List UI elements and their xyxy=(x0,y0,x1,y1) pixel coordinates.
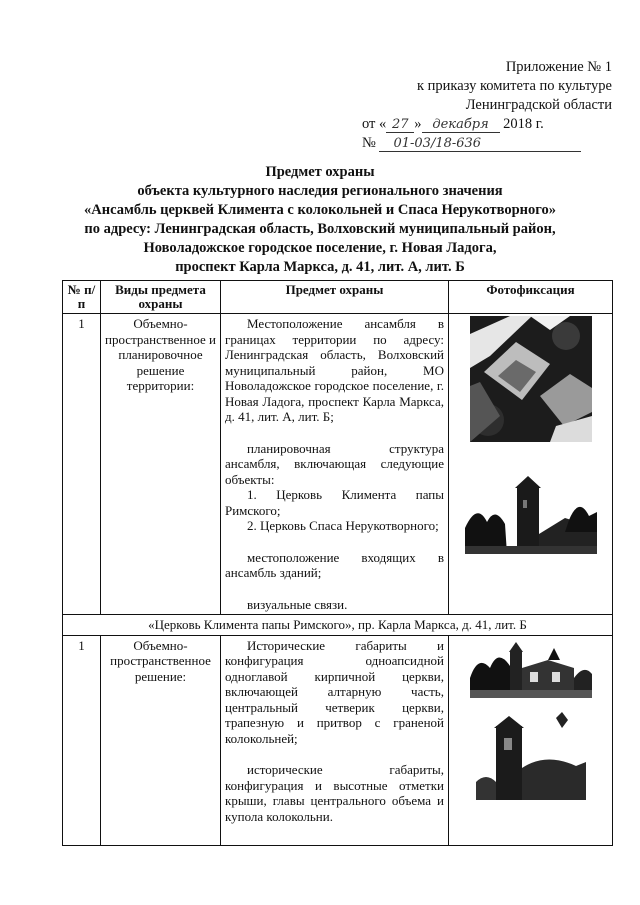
table-row xyxy=(63,314,613,615)
handwritten-day: 27 xyxy=(386,118,414,133)
subject-paragraph: местоположение входящих в ансамбль зданий; xyxy=(225,549,444,580)
subject-list-item: 2. Церковь Спаса Нерукотворного; xyxy=(247,518,439,533)
header-num: № п/п xyxy=(63,281,101,314)
subject-list-item: 1. Церковь Климента папы Римского; xyxy=(225,487,444,518)
appendix-number-line xyxy=(362,134,612,153)
aerial-photo xyxy=(470,316,592,442)
subject-paragraph: Местоположение ансамбля в границах территории по адресу: Ленинградская область, Волховский муниципальный район, МО Новоладожское городское поселение, г. Новая Ладога, проспект Карла Маркса, д. 41, лит. А, лит. Б; xyxy=(225,316,444,424)
row-subject xyxy=(221,314,449,615)
title-line-4: по адресу: Ленинградская область, Волховский муниципальный район, xyxy=(84,221,556,237)
header-subject: Предмет охраны xyxy=(221,281,449,314)
tower-photo xyxy=(465,472,597,554)
protection-table xyxy=(62,280,613,846)
handwritten-month: декабря xyxy=(422,118,500,133)
appendix-date-line xyxy=(362,115,612,134)
appendix-title: Приложение № 1 xyxy=(505,59,612,75)
table-header-row xyxy=(63,281,613,314)
row-number: 1 xyxy=(63,635,101,845)
row-type: Объемно-пространственное решение: xyxy=(101,635,221,845)
subject-paragraph: Исторические габариты и конфигурация одноапсидной одноглавой кирпичной церкви, включающей алтарную часть, центральный четверик церкви, трапезную и притвор с граненой колокольней; xyxy=(225,637,444,746)
title-line-2: объекта культурного наследия регионального значения xyxy=(137,183,503,199)
date-prefix: от « xyxy=(362,116,387,132)
section-subheading-row xyxy=(63,615,613,636)
title-line-6: проспект Карла Маркса, д. 41, лит. А, лит. Б xyxy=(175,259,465,275)
appendix-block xyxy=(362,58,612,153)
header-photo: Фотофиксация xyxy=(449,281,613,314)
row-photos xyxy=(449,635,613,845)
appendix-order-line: к приказу комитета по культуре xyxy=(416,78,612,94)
row-subject xyxy=(221,635,449,845)
church-photo xyxy=(470,638,592,698)
title-line-1: Предмет охраны xyxy=(265,164,375,180)
appendix-region-line: Ленинградской области xyxy=(465,97,612,113)
date-quote: » xyxy=(414,116,422,132)
row-photos xyxy=(449,314,613,615)
row-number: 1 xyxy=(63,314,101,615)
table-row xyxy=(63,635,613,845)
handwritten-number: 01-03/18-636 xyxy=(379,137,581,152)
header-types: Виды предмета охраны xyxy=(101,281,221,314)
date-year: 2018 г. xyxy=(503,116,544,132)
title-line-5: Новоладожское городское поселение, г. Новая Ладога, xyxy=(143,240,497,256)
number-prefix: № xyxy=(362,135,376,151)
subject-paragraph: планировочная структура ансамбля, включающая следующие объекты: xyxy=(225,440,444,487)
section-subheading: «Церковь Климента папы Римского», пр. Карла Маркса, д. 41, лит. Б xyxy=(63,615,613,636)
bell-tower-photo xyxy=(476,712,586,800)
subject-paragraph: исторические габариты, конфигурация и высотные отметки крыши, главы центрального объема и купола колокольни. xyxy=(225,762,444,824)
title-line-3: «Ансамбль церквей Климента с колокольней и Спаса Нерукотворного» xyxy=(84,202,556,218)
row-type: Объемно-пространственное и планировочное решение территории: xyxy=(101,314,221,615)
subject-paragraph: визуальные связи. xyxy=(247,596,348,612)
document-title xyxy=(0,163,640,277)
